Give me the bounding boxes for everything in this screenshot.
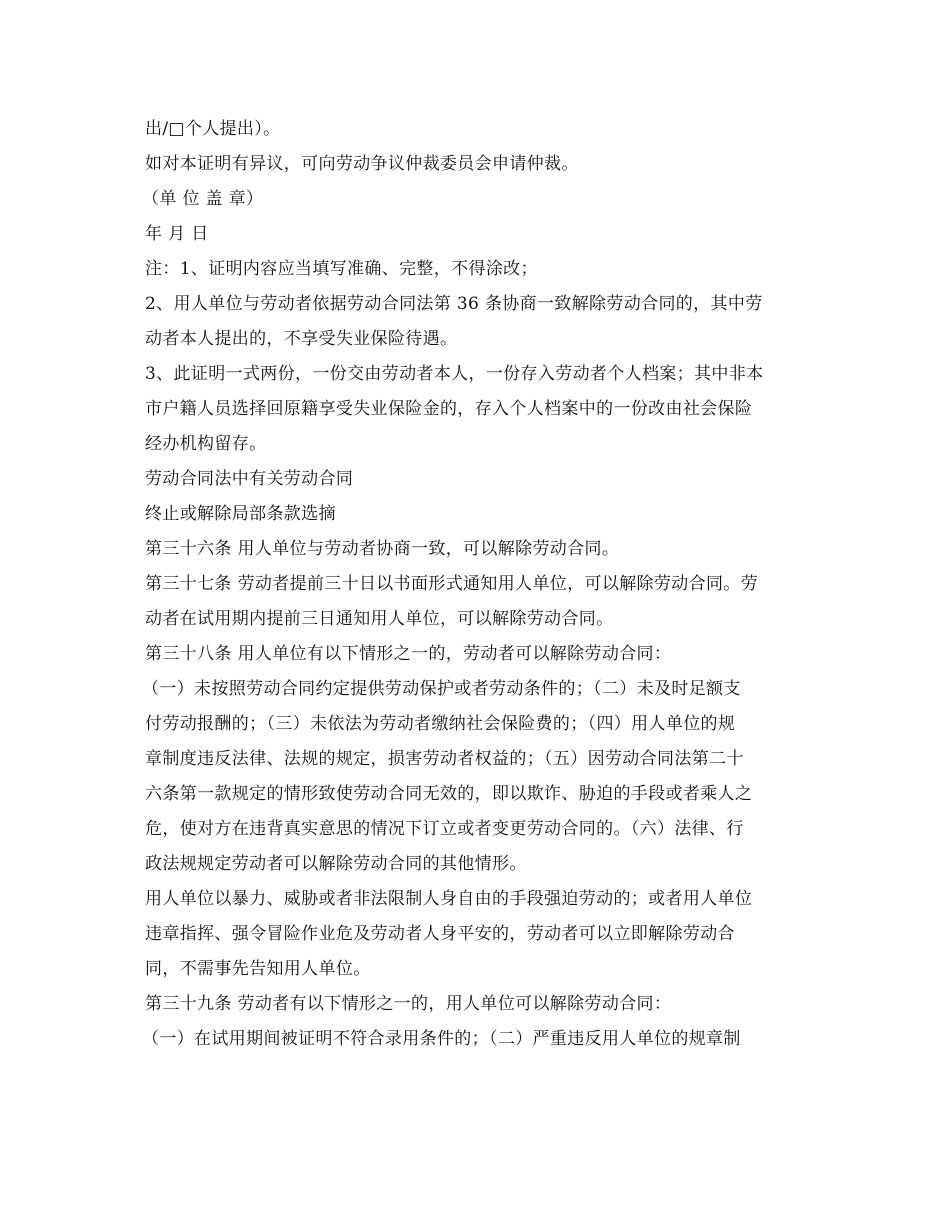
article-line: 第三十六条 用人单位与劳动者协商一致，可以解除劳动合同。	[145, 539, 620, 559]
note-line: 经办机构留存。	[145, 434, 267, 454]
article-line: 用人单位以暴力、威胁或者非法限制人身自由的手段强迫劳动的；或者用人单位	[145, 889, 753, 909]
note-line: 动者本人提出的，不享受失业保险待遇。	[145, 329, 458, 349]
section-heading: 终止或解除局部条款选摘	[145, 504, 336, 524]
article-line: 危，使对方在违背真实意思的情况下订立或者变更劳动合同的。（六）法律、行	[145, 819, 744, 839]
article-line: 第三十九条 劳动者有以下情形之一的，用人单位可以解除劳动合同：	[145, 994, 672, 1014]
article-line: 付劳动报酬的；（三）未依法为劳动者缴纳社会保险费的；（四）用人单位的规	[145, 714, 736, 734]
article-line: （一）未按照劳动合同约定提供劳动保护或者劳动条件的；（二）未及时足额支	[142, 679, 741, 699]
section-heading: 劳动合同法中有关劳动合同	[145, 469, 354, 489]
note-line: 3、此证明一式两份，一份交由劳动者本人，一份存入劳动者个人档案；其中非本	[145, 364, 764, 384]
text-line: 如对本证明有异议，可向劳动争议仲裁委员会申请仲裁。	[145, 154, 579, 174]
article-line: 动者在试用期内提前三日通知用人单位，可以解除劳动合同。	[145, 609, 614, 629]
note-line: 注：1、证明内容应当填写准确、完整，不得涂改；	[145, 259, 538, 279]
note-line: 市户籍人员选择回原籍享受失业保险金的，存入个人档案中的一份改由社会保险	[145, 399, 753, 419]
text-line: 出/□个人提出）。	[145, 119, 281, 139]
article-line: （一）在试用期间被证明不符合录用条件的；（二）严重违反用人单位的规章制	[142, 1029, 741, 1049]
article-line: 第三十七条 劳动者提前三十日以书面形式通知用人单位，可以解除劳动合同。劳	[145, 574, 759, 594]
document-body	[142, 112, 810, 1057]
article-line: 同，不需事先告知用人单位。	[145, 959, 371, 979]
article-line: 第三十八条 用人单位有以下情形之一的，劳动者可以解除劳动合同：	[145, 644, 672, 664]
article-line: 六条第一款规定的情形致使劳动合同无效的，即以欺诈、胁迫的手段或者乘人之	[145, 784, 753, 804]
note-line: 2、用人单位与劳动者依据劳动合同法第 36 条协商一致解除劳动合同的，其中劳	[145, 294, 763, 314]
article-line: 违章指挥、强令冒险作业危及劳动者人身平安的，劳动者可以立即解除劳动合	[145, 924, 735, 944]
stamp-label: （单 位 盖 章）	[142, 189, 264, 209]
date-line: 年 月 日	[145, 224, 209, 244]
article-line: 政法规规定劳动者可以解除劳动合同的其他情形。	[145, 854, 527, 874]
article-line: 章制度违反法律、法规的规定，损害劳动者权益的；（五）因劳动合同法第二十	[145, 749, 744, 769]
